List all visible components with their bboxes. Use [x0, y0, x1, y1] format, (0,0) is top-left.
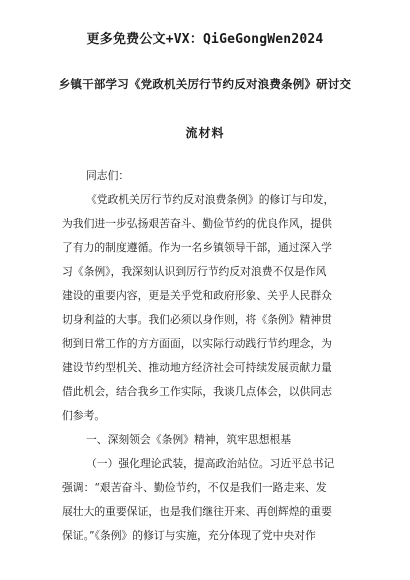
body-line: 《党政机关厉行节约反对浪费条例》的修订与印发， — [86, 193, 335, 206]
document-title-line-2: 流材料 — [185, 126, 225, 140]
body-line: 借此机会，结合我乡工作实际，我谈几点体会，以供同志 — [62, 385, 332, 398]
body-line: 习《条例》，我深刻认识到厉行节约反对浪费不仅是作风 — [62, 265, 327, 278]
body-line-salutation: 同志们： — [86, 169, 130, 182]
body-line: （一）强化理论武装，提高政治站位。习近平总书记 — [86, 457, 335, 470]
document-body — [62, 164, 362, 548]
body-line: 建设节约型机关、推动地方经济社会可持续发展贡献力量 — [62, 361, 332, 374]
body-line: 为我们进一步弘扬艰苦奋斗、勤俭节约的优良作风，提供 — [62, 217, 332, 230]
body-line: 建设的重要内容，更是关乎党和政府形象、关乎人民群众 — [62, 289, 332, 302]
section-heading: 一、深刻领会《条例》精神，筑牢思想根基 — [86, 433, 292, 446]
document-header: 更多免费公文+VX：QiGeGongWen2024 — [86, 32, 324, 47]
body-line: 们参考。 — [62, 409, 106, 422]
body-line: 了有力的制度遵循。作为一名乡镇领导干部，通过深入学 — [62, 241, 332, 254]
body-line: 展壮大的重要保证，也是我们继往开来、再创辉煌的重要 — [62, 505, 332, 518]
body-line: 切身利益的大事。我们必须以身作则，将《条例》精神贯 — [62, 313, 332, 326]
body-line: 彻到日常工作的方方面面，以实际行动践行节约理念，为 — [62, 337, 332, 350]
body-line: 强调：“艰苦奋斗、勤俭节约，不仅是我们一路走来、发 — [62, 481, 327, 494]
document-title-line-1: 乡镇干部学习《党政机关厉行节约反对浪费条例》研讨交 — [58, 77, 352, 91]
body-line: 保证。”《条例》的修订与实施，充分体现了党中央对作 — [62, 529, 316, 542]
